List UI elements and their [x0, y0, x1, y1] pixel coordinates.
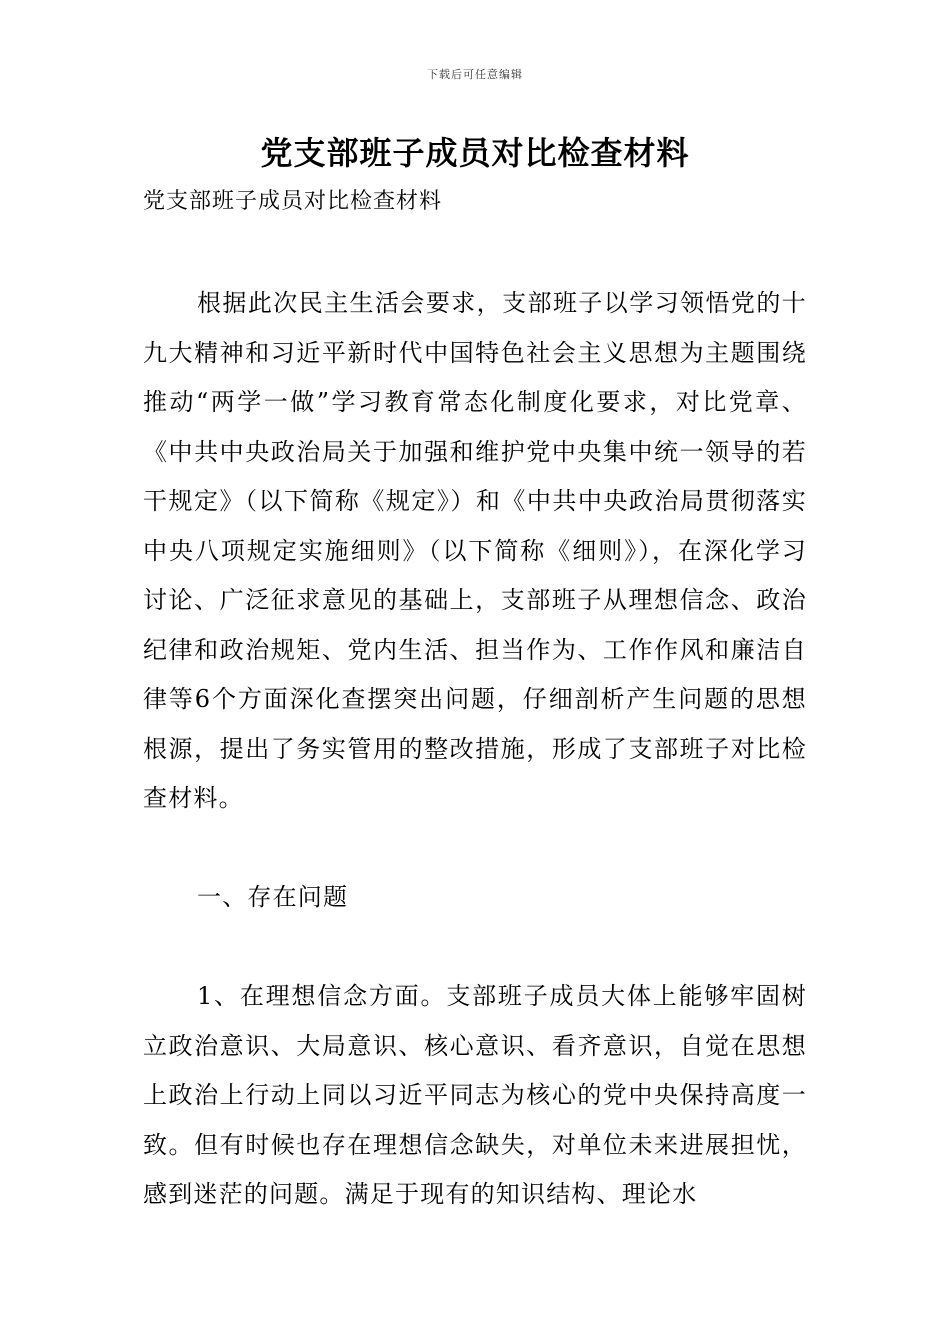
- header-note: 下载后可任意编辑: [427, 68, 523, 81]
- problem-paragraph-block: [143, 972, 807, 1220]
- problem-paragraph: 1、在理想信念方面。支部班子成员大体上能够牢固树立政治意识、大局意识、核心意识、看齐意识，自觉在思想上政治上行动上同以习近平同志为核心的党中央保持高度一致。但有时候也存在理想信念缺失，对单位未来进展担忧，感到迷茫的问题。满足于现有的知识结构、理论水: [143, 982, 807, 1208]
- intro-paragraph: 根据此次民主生活会要求，支部班子以学习领悟党的十九大精神和习近平新时代中国特色社会主义思想为主题围绕推动“两学一做”学习教育常态化制度化要求，对比党章、《中共中央政治局关于加强和维护党中央集中统一领导的若干规定》（以下简称《规定》）和《中共中央政治局贯彻落实中央八项规定实施细则》（以下简称《细则》），在深化学习讨论、广泛征求意见的基础上，支部班子从理想信念、政治纪律和政治规矩、党内生活、担当作为、工作作风和廉洁自律等6个方面深化查摆突出问题，仔细剖析产生问题的思想根源，提出了务实管用的整改措施，形成了支部班子对比检查材料。: [143, 289, 807, 812]
- document-title: 党支部班子成员对比检查材料: [260, 134, 690, 172]
- intro-paragraph-block: [143, 279, 807, 824]
- section-heading: 一、存在问题: [197, 883, 349, 911]
- section-heading-block: [143, 873, 807, 923]
- document-subtitle: 党支部班子成员对比检查材料: [143, 189, 443, 214]
